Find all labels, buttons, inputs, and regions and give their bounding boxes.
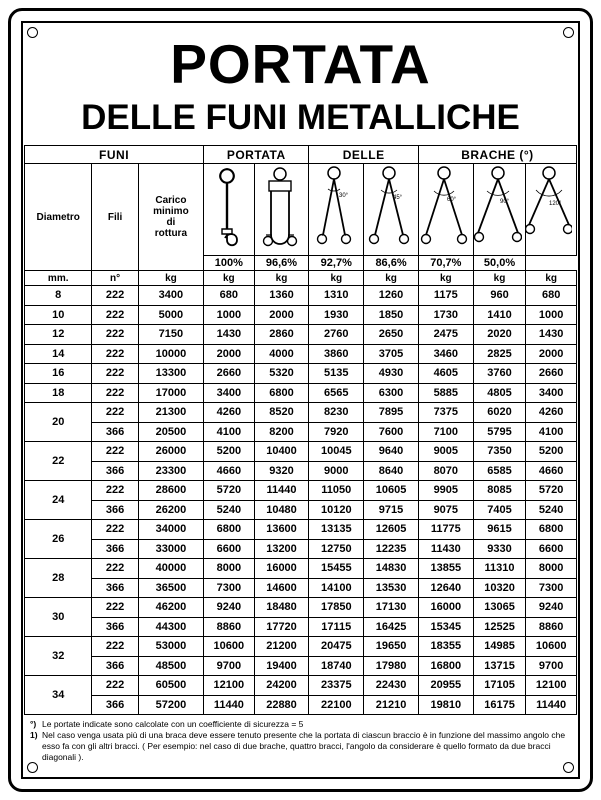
cell-capacity-3: 17980 [364,656,419,676]
notes-block [23,715,578,763]
svg-text:30°: 30° [339,192,349,199]
svg-text:90°: 90° [499,198,509,205]
cell-capacity-1: 2860 [254,325,309,345]
cell-capacity-2: 17850 [309,598,364,618]
percent-100: 100% [204,256,255,271]
cell-fili: 366 [92,461,138,481]
note-marker: 1) [30,729,38,740]
page-title: PORTATA [170,33,431,95]
cell-diameter: 22 [25,442,92,481]
cell-carico-rottura: 53000 [138,637,203,657]
table-body [25,286,577,715]
cell-capacity-3: 13530 [364,578,419,598]
cell-capacity-3: 22430 [364,676,419,696]
cell-capacity-0: 680 [204,286,255,306]
sling-diagram-60-degrees [418,164,473,256]
cell-capacity-0: 10600 [204,637,255,657]
cell-capacity-0: 8860 [204,617,255,637]
note-text: Le portate indicate sono calcolate con un coefficiente di sicurezza = 5 [42,719,304,729]
unit-kg-1: kg [204,271,255,286]
cell-capacity-3: 3705 [364,344,419,364]
column-header-diametro: Diametro [25,164,92,271]
cell-capacity-4: 8070 [418,461,473,481]
cell-capacity-1: 13600 [254,520,309,540]
group-header-funi: FUNI [25,146,204,164]
cell-carico-rottura: 46200 [138,598,203,618]
cell-carico-rottura: 57200 [138,695,203,715]
cell-capacity-3: 9715 [364,500,419,520]
cell-fili: 222 [92,598,138,618]
cell-capacity-2: 6565 [309,383,364,403]
cell-capacity-3: 9640 [364,442,419,462]
unit-kg-2: kg [254,271,309,286]
cell-capacity-0: 2660 [204,364,255,384]
note-text: Nel caso venga usata più di una braca deve essere tenuto presente che la portata di ciascun braccio è in funzione del massimo angolo che esso fa con gli altri bracci. ( Per esempio: nel caso di due brache, quattro bracci, l'angolo da considerare è quello formato da due bracci diagonali ). [42,729,566,762]
note-item [30,730,571,763]
unit-kg-carico: kg [138,271,203,286]
cell-capacity-6: 12100 [526,676,577,696]
cell-capacity-2: 3860 [309,344,364,364]
cell-capacity-5: 1410 [473,305,526,325]
percent-70: 70,7% [418,256,473,271]
cell-fili: 222 [92,559,138,579]
cell-capacity-4: 5885 [418,383,473,403]
sling-diagram-45-degrees [364,164,419,256]
cell-capacity-0: 6800 [204,520,255,540]
cell-capacity-0: 12100 [204,676,255,696]
table-row [25,695,577,715]
table-row [25,539,577,559]
cell-fili: 222 [92,305,138,325]
cell-capacity-4: 2475 [418,325,473,345]
cell-capacity-0: 4660 [204,461,255,481]
cell-capacity-6: 1430 [526,325,577,345]
cell-capacity-2: 1930 [309,305,364,325]
cell-capacity-4: 19810 [418,695,473,715]
cell-fili: 222 [92,344,138,364]
table-row [25,617,577,637]
cell-capacity-6: 8000 [526,559,577,579]
cell-capacity-1: 8200 [254,422,309,442]
cell-capacity-5: 11310 [473,559,526,579]
cell-capacity-5: 16175 [473,695,526,715]
cell-capacity-4: 13855 [418,559,473,579]
group-header-portata: PORTATA [204,146,309,164]
cell-carico-rottura: 26000 [138,442,203,462]
cell-fili: 222 [92,520,138,540]
cell-capacity-5: 14985 [473,637,526,657]
percent-86: 86,6% [364,256,419,271]
cell-carico-rottura: 20500 [138,422,203,442]
cell-capacity-6: 5720 [526,481,577,501]
table-row [25,344,577,364]
table-row [25,364,577,384]
carico-line-1: Carico [155,195,187,206]
cell-capacity-6: 4260 [526,403,577,423]
cell-capacity-0: 1000 [204,305,255,325]
cell-capacity-6: 7300 [526,578,577,598]
cell-carico-rottura: 40000 [138,559,203,579]
cell-capacity-6: 3400 [526,383,577,403]
cell-capacity-4: 16000 [418,598,473,618]
svg-text:60°: 60° [446,196,456,203]
cell-diameter: 16 [25,364,92,384]
cell-capacity-2: 23375 [309,676,364,696]
table-row [25,422,577,442]
percent-92: 92,7% [309,256,364,271]
sling-diagram-30-degrees [309,164,364,256]
cell-capacity-4: 11775 [418,520,473,540]
table-row [25,461,577,481]
cell-diameter: 28 [25,559,92,598]
cell-capacity-5: 8085 [473,481,526,501]
unit-n: n° [92,271,138,286]
cell-capacity-5: 6020 [473,403,526,423]
cell-capacity-3: 17130 [364,598,419,618]
unit-mm: mm. [25,271,92,286]
page-subtitle: DELLE FUNI METALLICHE [81,98,520,137]
cell-capacity-2: 18740 [309,656,364,676]
cell-capacity-6: 4100 [526,422,577,442]
cell-capacity-3: 10605 [364,481,419,501]
table-row [25,305,577,325]
cell-capacity-3: 1260 [364,286,419,306]
cell-fili: 366 [92,617,138,637]
note-marker: °) [30,719,37,729]
cell-capacity-4: 9005 [418,442,473,462]
cell-capacity-2: 11050 [309,481,364,501]
cell-fili: 222 [92,286,138,306]
cell-carico-rottura: 33000 [138,539,203,559]
cell-capacity-1: 22880 [254,695,309,715]
cell-capacity-2: 9000 [309,461,364,481]
cell-capacity-0: 9700 [204,656,255,676]
cell-capacity-4: 16800 [418,656,473,676]
table-row [25,656,577,676]
cell-capacity-6: 8860 [526,617,577,637]
table-row [25,403,577,423]
cell-capacity-1: 14600 [254,578,309,598]
cell-capacity-1: 16000 [254,559,309,579]
sling-diagram-90-degrees [473,164,526,256]
cell-capacity-2: 8230 [309,403,364,423]
cell-carico-rottura: 48500 [138,656,203,676]
cell-capacity-6: 10600 [526,637,577,657]
sign-plate [8,8,593,792]
cell-diameter: 8 [25,286,92,306]
cell-fili: 222 [92,676,138,696]
cell-capacity-1: 17720 [254,617,309,637]
cell-fili: 366 [92,578,138,598]
group-header-brache: BRACHE (°) [418,146,576,164]
cell-capacity-5: 12525 [473,617,526,637]
cell-capacity-2: 12750 [309,539,364,559]
cell-capacity-2: 17115 [309,617,364,637]
cell-fili: 222 [92,364,138,384]
cell-capacity-0: 8000 [204,559,255,579]
cell-capacity-0: 11440 [204,695,255,715]
cell-fili: 366 [92,422,138,442]
cell-capacity-6: 6600 [526,539,577,559]
cell-capacity-3: 1850 [364,305,419,325]
load-capacity-table [24,145,577,715]
cell-diameter: 26 [25,520,92,559]
cell-capacity-1: 6800 [254,383,309,403]
percent-96: 96,6% [254,256,309,271]
unit-kg-6: kg [473,271,526,286]
cell-capacity-4: 1730 [418,305,473,325]
cell-capacity-4: 9905 [418,481,473,501]
cell-capacity-1: 13200 [254,539,309,559]
cell-carico-rottura: 34000 [138,520,203,540]
cell-capacity-0: 2000 [204,344,255,364]
cell-diameter: 12 [25,325,92,345]
cell-carico-rottura: 26200 [138,500,203,520]
cell-capacity-6: 9700 [526,656,577,676]
cell-capacity-0: 5240 [204,500,255,520]
sling-diagram-single-leg [204,164,255,256]
cell-capacity-0: 4260 [204,403,255,423]
cell-capacity-4: 3460 [418,344,473,364]
cell-diameter: 24 [25,481,92,520]
svg-text:45°: 45° [393,194,403,201]
cell-carico-rottura: 17000 [138,383,203,403]
cell-capacity-2: 7920 [309,422,364,442]
cell-capacity-2: 2760 [309,325,364,345]
cell-capacity-1: 4000 [254,344,309,364]
cell-capacity-3: 2650 [364,325,419,345]
unit-kg-5: kg [418,271,473,286]
cell-capacity-0: 7300 [204,578,255,598]
cell-capacity-5: 7405 [473,500,526,520]
cell-fili: 222 [92,325,138,345]
cell-capacity-1: 1360 [254,286,309,306]
cell-capacity-4: 20955 [418,676,473,696]
percent-50: 50,0% [473,256,526,271]
cell-capacity-5: 13065 [473,598,526,618]
table-row [25,676,577,696]
cell-fili: 222 [92,481,138,501]
cell-capacity-5: 3760 [473,364,526,384]
cell-carico-rottura: 13300 [138,364,203,384]
cell-capacity-5: 4805 [473,383,526,403]
cell-fili: 366 [92,539,138,559]
cell-capacity-1: 10480 [254,500,309,520]
cell-carico-rottura: 10000 [138,344,203,364]
cell-capacity-3: 8640 [364,461,419,481]
cell-capacity-4: 1175 [418,286,473,306]
cell-fili: 222 [92,403,138,423]
cell-capacity-4: 7100 [418,422,473,442]
cell-fili: 366 [92,695,138,715]
cell-capacity-5: 2020 [473,325,526,345]
cell-capacity-3: 4930 [364,364,419,384]
table-row [25,481,577,501]
cell-capacity-1: 21200 [254,637,309,657]
cell-carico-rottura: 44300 [138,617,203,637]
cell-capacity-2: 15455 [309,559,364,579]
cell-capacity-3: 7600 [364,422,419,442]
cell-capacity-2: 10120 [309,500,364,520]
cell-carico-rottura: 23300 [138,461,203,481]
cell-capacity-3: 7895 [364,403,419,423]
cell-carico-rottura: 21300 [138,403,203,423]
table-row [25,578,577,598]
carico-line-3: di [166,217,176,228]
cell-capacity-2: 5135 [309,364,364,384]
cell-carico-rottura: 5000 [138,305,203,325]
cell-capacity-0: 9240 [204,598,255,618]
cell-diameter: 14 [25,344,92,364]
cell-capacity-3: 19650 [364,637,419,657]
cell-fili: 366 [92,656,138,676]
column-header-carico [138,164,203,271]
cell-capacity-0: 3400 [204,383,255,403]
note-item [30,719,571,730]
table-row [25,442,577,462]
cell-capacity-5: 7350 [473,442,526,462]
cell-diameter: 10 [25,305,92,325]
cell-capacity-1: 10400 [254,442,309,462]
cell-capacity-3: 16425 [364,617,419,637]
cell-capacity-0: 1430 [204,325,255,345]
table-row [25,325,577,345]
sling-diagram-two-leg-parallel [254,164,309,256]
cell-diameter: 18 [25,383,92,403]
cell-capacity-2: 22100 [309,695,364,715]
cell-capacity-3: 14830 [364,559,419,579]
cell-capacity-1: 24200 [254,676,309,696]
cell-capacity-5: 960 [473,286,526,306]
table-row [25,286,577,306]
cell-capacity-6: 11440 [526,695,577,715]
cell-capacity-1: 2000 [254,305,309,325]
cell-capacity-4: 15345 [418,617,473,637]
cell-capacity-3: 12605 [364,520,419,540]
cell-capacity-6: 2660 [526,364,577,384]
cell-diameter: 20 [25,403,92,442]
cell-capacity-0: 5720 [204,481,255,501]
cell-capacity-2: 10045 [309,442,364,462]
cell-capacity-6: 2000 [526,344,577,364]
cell-carico-rottura: 7150 [138,325,203,345]
cell-capacity-5: 6585 [473,461,526,481]
cell-capacity-3: 6300 [364,383,419,403]
cell-capacity-6: 6800 [526,520,577,540]
cell-fili: 366 [92,500,138,520]
cell-capacity-2: 14100 [309,578,364,598]
cell-capacity-6: 9240 [526,598,577,618]
sling-diagram-120-degrees [526,164,577,256]
cell-capacity-2: 13135 [309,520,364,540]
unit-kg-3: kg [309,271,364,286]
cell-capacity-6: 5200 [526,442,577,462]
table-row [25,598,577,618]
table-row [25,637,577,657]
cell-capacity-5: 2825 [473,344,526,364]
table-row [25,500,577,520]
cell-capacity-1: 8520 [254,403,309,423]
cell-capacity-5: 9330 [473,539,526,559]
cell-diameter: 34 [25,676,92,715]
cell-fili: 222 [92,637,138,657]
carico-line-2: minimo [153,206,189,217]
cell-carico-rottura: 28600 [138,481,203,501]
cell-capacity-2: 20475 [309,637,364,657]
cell-capacity-1: 18480 [254,598,309,618]
cell-capacity-5: 10320 [473,578,526,598]
carico-line-4: rottura [154,228,188,239]
cell-capacity-1: 19400 [254,656,309,676]
table-row [25,520,577,540]
cell-capacity-4: 18355 [418,637,473,657]
cell-fili: 222 [92,442,138,462]
cell-capacity-4: 11430 [418,539,473,559]
group-header-delle: DELLE [309,146,419,164]
cell-capacity-2: 1310 [309,286,364,306]
cell-capacity-5: 13715 [473,656,526,676]
cell-capacity-5: 9615 [473,520,526,540]
cell-capacity-6: 4660 [526,461,577,481]
cell-capacity-3: 12235 [364,539,419,559]
cell-capacity-0: 6600 [204,539,255,559]
cell-capacity-0: 4100 [204,422,255,442]
cell-carico-rottura: 36500 [138,578,203,598]
cell-capacity-1: 11440 [254,481,309,501]
cell-capacity-5: 5795 [473,422,526,442]
cell-capacity-4: 12640 [418,578,473,598]
unit-kg-4: kg [364,271,419,286]
cell-fili: 222 [92,383,138,403]
table-row [25,383,577,403]
cell-capacity-6: 680 [526,286,577,306]
cell-carico-rottura: 3400 [138,286,203,306]
cell-capacity-3: 21210 [364,695,419,715]
sign-inner-border [21,21,580,779]
cell-capacity-6: 1000 [526,305,577,325]
cell-capacity-0: 5200 [204,442,255,462]
cell-carico-rottura: 60500 [138,676,203,696]
cell-capacity-1: 5320 [254,364,309,384]
cell-capacity-5: 17105 [473,676,526,696]
cell-diameter: 32 [25,637,92,676]
cell-capacity-4: 9075 [418,500,473,520]
cell-capacity-4: 7375 [418,403,473,423]
column-header-fili: Fili [92,164,138,271]
svg-text:120°: 120° [549,200,562,207]
cell-capacity-4: 4605 [418,364,473,384]
table-row [25,559,577,579]
unit-kg-7: kg [526,271,577,286]
cell-capacity-6: 5240 [526,500,577,520]
cell-diameter: 30 [25,598,92,637]
cell-capacity-1: 9320 [254,461,309,481]
